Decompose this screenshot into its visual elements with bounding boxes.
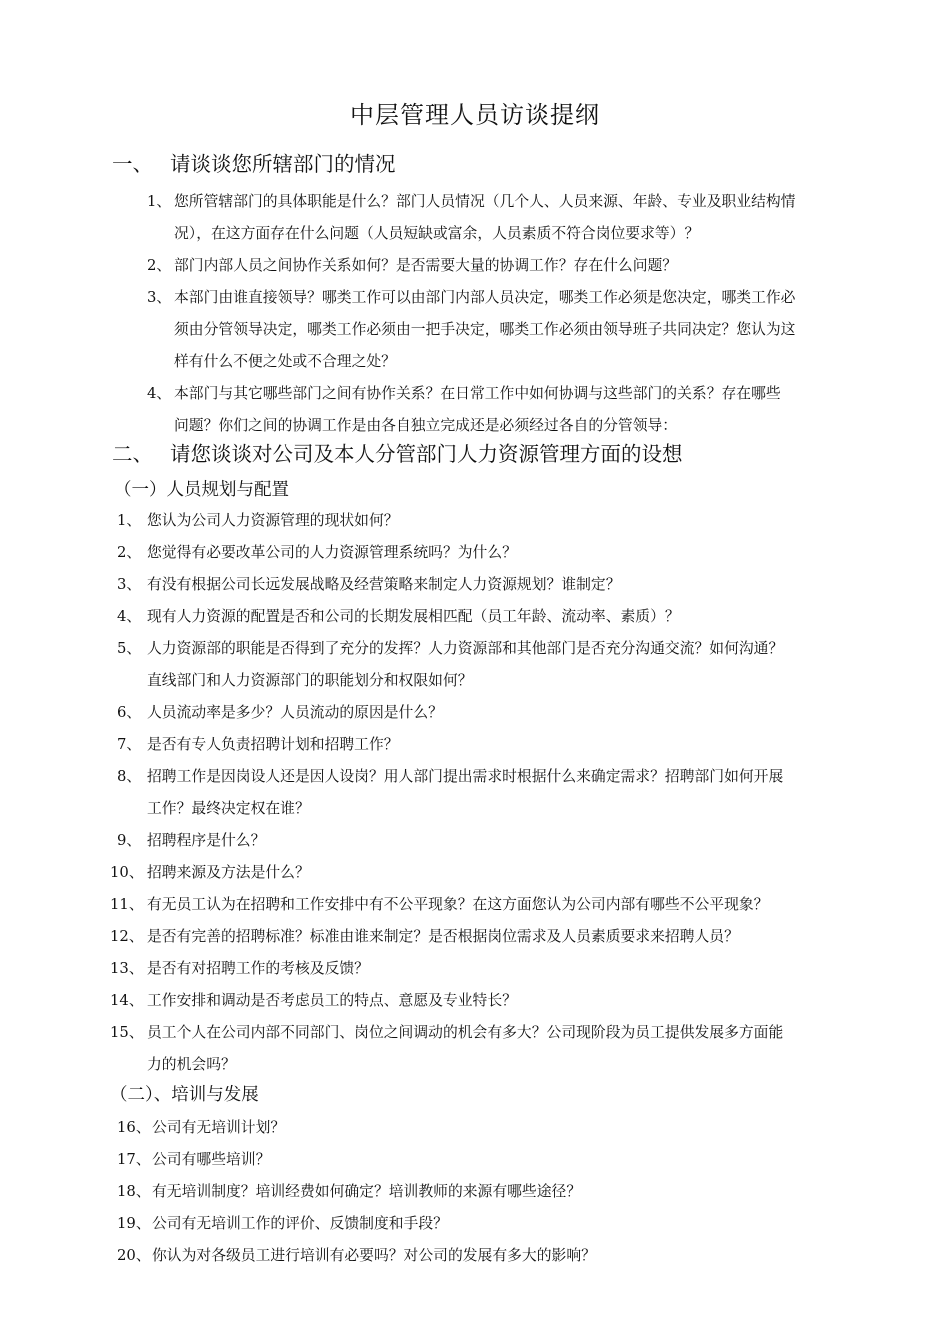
section-1-heading [112, 150, 396, 178]
section-2-title: 请您谈谈对公司及本人分管部门人力资源管理方面的设想 [170, 442, 683, 466]
section-1-title: 请谈谈您所辖部门的情况 [170, 152, 396, 176]
document-page: 中层管理人员访谈提纲 一、 请谈谈您所辖部门的情况 1、 您所管辖部门的具体职能是什么？部门人员情况（几个人、人员来源、年龄、专业及职业结构情 况），在这方面存在什么问题（人员短缺或富余，人员素质不符合岗位要求等）？ 2、 部门内部人员之间协作关系如何？是否需要大量的协调工作？存在什么问题？ 3、 本部门由谁直接领导？哪类工作可以由部门内部人员决定，哪类工作必须是您决定，哪类工作必 须由分管领导决定，哪类工作必须由一把手决定，哪类工作必须由领导班子共同决定？您认为这 样有什么不便之处或不合理之处？ 4、 本部门与其它哪些部门之间有协作关系？在日常工作中如何协调与这些部门的关系？存在哪些 问题？你们之间的协调工作是由各自独立完成还是必须经过各自的分管领导： 二、 请您谈谈对公司及本人分管部门人力资源管理方面的设想 （一）人员规划与配置 1、 您认为公司人力资源管理的现状如何？ 2、 您觉得有必要改革公司的人力资源管理系统吗？为什么？ 3、 有没有根据公司长远发展战略及经营策略来制定人力资源规划？谁制定？ 4、 现有人力资源的配置是否和公司的长期发展相匹配（员工年龄、流动率、素质）？ 5、 人力资源部的职能是否得到了充分的发挥？人力资源部和其他部门是否充分沟通交流？如何沟通？ 直线部门和人力资源部门的职能划分和权限如何？ 6、 人员流动率是多少？人员流动的原因是什么？ 7、 是否有专人负责招聘计划和招聘工作？ 8、 招聘工作是因岗设人还是因人设岗？用人部门提出需求时根据什么来确定需求？招聘部门如何开展 工作？最终决定权在谁？ 9、 招聘程序是什么？ 10、 招聘来源及方法是什么？ 11、 有无员工认为在招聘和工作安排中有不公平现象？在这方面您认为公司内部有哪些不公平现象？ 12、 是否有完善的招聘标准？标准由谁来制定？是否根据岗位需求及人员素质要求来招聘人员？ 13、 是否有对招聘工作的考核及反馈？ 14、 工作安排和调动是否考虑员工的特点、意愿及专业特长？ 15、 员工个人在公司内部不同部门、岗位之间调动的机会有多大？公司现阶段为员工提供发展多方面能 力的机会吗？ （二）、培训与发展 16、 公司有无培训计划？ 17、 公司有哪些培训？ 18、 有无培训制度？培训经费如何确定？培训教师的来源有哪些途径？ 19、 公司有无培训工作的评价、反馈制度和手段？ 20、 你认为对各级员工进行培训有必要吗？对公司的发展有多大的影响？ [0, 0, 950, 1344]
subsection-2-heading: （二）、培训与发展 [110, 1085, 259, 1105]
section-1-number: 一、 [112, 152, 153, 176]
page-title: 中层管理人员访谈提纲 [350, 101, 600, 129]
section-2-number: 二、 [112, 442, 153, 466]
subsection-1-heading: （一）人员规划与配置 [114, 480, 289, 500]
section-2-heading [112, 440, 683, 468]
